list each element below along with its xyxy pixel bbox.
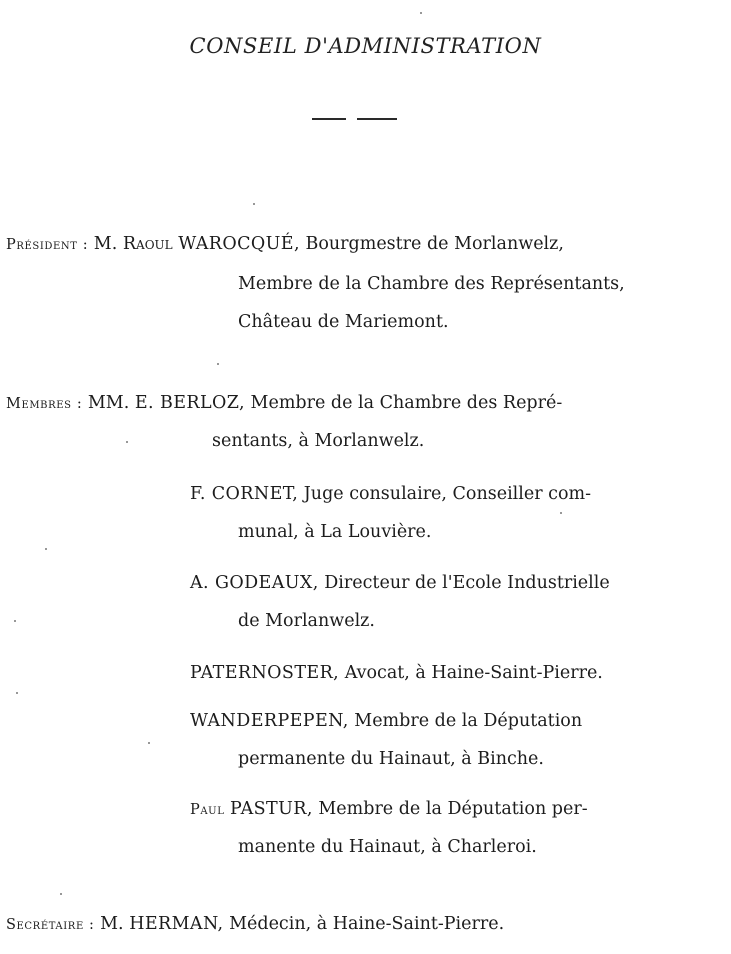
scan-speck <box>420 12 422 14</box>
member-paternoster-line-1 <box>190 662 603 684</box>
scan-speck <box>14 620 16 622</box>
scan-speck <box>560 512 562 514</box>
member-cornet-line-1 <box>190 483 591 505</box>
secretary-line <box>6 913 504 936</box>
member-paternoster-text-1: Avocat, à Haine-Saint-Pierre. <box>344 663 603 683</box>
member-godeaux-text-1: Directeur de l'Ecole Industrielle <box>324 573 610 593</box>
member-godeaux-line-1 <box>190 572 610 594</box>
member-wanderpepen-line-1 <box>190 710 582 732</box>
president-line-1 <box>6 233 703 256</box>
member-cornet-line-2: munal, à La Louvière. <box>238 522 432 542</box>
member-name-paternoster: PATERNOSTER, <box>190 663 340 683</box>
scan-speck <box>148 742 150 744</box>
member-berloz-line-2: sentants, à Morlanwelz. <box>212 431 425 451</box>
member-name-cornet: F. CORNET, <box>190 484 299 504</box>
member-first-name-pastur: Paul <box>190 802 225 818</box>
scan-speck <box>45 548 47 550</box>
secretary-label: Secrétaire : <box>6 917 95 933</box>
members-label: Membres : <box>6 396 83 412</box>
president-first-name: Raoul <box>122 234 173 254</box>
president-line-2: Membre de la Chambre des Représentants, <box>238 274 625 294</box>
member-pastur-text-1: Membre de la Députation per- <box>318 799 588 819</box>
scan-speck <box>60 893 62 895</box>
page-title: CONSEIL D'ADMINISTRATION <box>189 34 542 58</box>
member-pastur-line-2: manente du Hainaut, à Charleroi. <box>238 837 537 857</box>
president-title: M. <box>93 234 118 254</box>
secretary-role: Médecin, à Haine-Saint-Pierre. <box>229 914 505 934</box>
member-name-wanderpepen: WANDERPEPEN, <box>190 711 349 731</box>
member-wanderpepen-line-2: permanente du Hainaut, à Binche. <box>238 749 544 769</box>
member-berloz-line-1: Membre de la Chambre des Repré- <box>250 393 563 413</box>
members-prefix: MM. <box>87 393 130 413</box>
scan-speck <box>16 692 18 694</box>
member-godeaux-line-2: de Morlanwelz. <box>238 611 375 631</box>
member-name-berloz: E. BERLOZ, <box>134 393 245 413</box>
president-line-3: Château de Mariemont. <box>238 312 449 332</box>
scan-speck <box>217 363 219 365</box>
title-rule-right <box>357 118 397 120</box>
member-pastur-line-1 <box>190 798 588 821</box>
member-name-godeaux: A. GODEAUX, <box>190 573 319 593</box>
scan-speck <box>253 203 255 205</box>
president-surname: WAROCQUÉ, <box>178 234 300 254</box>
member-name-pastur: PASTUR, <box>230 799 313 819</box>
president-label: Président : <box>6 237 89 253</box>
members-line-1 <box>6 392 562 415</box>
member-cornet-text-1: Juge consulaire, Conseiller com- <box>303 484 591 504</box>
secretary-title: M. <box>100 914 124 934</box>
secretary-surname: HERMAN, <box>129 914 224 934</box>
scan-speck <box>126 441 128 443</box>
president-role-1: Bourgmestre de Morlanwelz, <box>305 234 564 254</box>
member-wanderpepen-text-1: Membre de la Députation <box>354 711 583 731</box>
title-rule-left <box>312 118 346 120</box>
